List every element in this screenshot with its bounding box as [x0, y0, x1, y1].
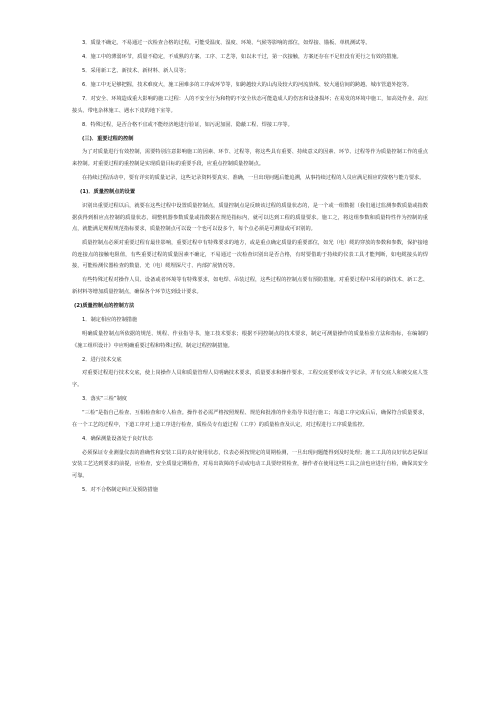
section-heading: (三)．重要过程的控制	[82, 135, 134, 142]
numbered-step: 2．进行技术交底	[82, 356, 122, 363]
paragraph: “三检”是指自己检查、互相检查和专人检查。操作者必需严格按照规程、规范和批准的作业指导书进行施工；每道工序完成后后，确保符合质量要求，在一个工艺的过程中，下道工序对上道工序进行检查，质检员专有道过程（工序）的质量检查及认定，对过程进行工序质量监控。	[72, 410, 428, 428]
paragraph: 对重要过程进行技术交底，使上岗操作人员和质量管理人员明确技术要求，质量要求和操作要求，工程交底要形成文字记录，并有交底人和被交底人签字。	[72, 370, 428, 389]
numbered-step: 3．落实“三检”制度	[82, 396, 127, 403]
paragraph: 7．对安全、环境造成重大影响的施工过程：人的不安全行为和物的不安全状态可能造成人的伤害和设备损坏；在易发的环境中施工，如高处作业、高压接头、带电杂林施工、遇水下皮的地下室等。	[72, 95, 428, 114]
paragraph: 明确质量控制点所依据的规范、规程、作业指导书，施工技术要求；根据不同控制点的技术要求，制定可测量操作的质量检验方法和指标，在编制的《施工组织设计》中应明确重要过程和特殊过程，制定过程控制措施。	[72, 330, 428, 349]
paragraph: 6．施工中无足够把握，技术难度大，施工困难多的工序或环节等，如跨越较大的山沟及较大的河流放线、较大通信间的跨越、城市管道外挖等。	[82, 81, 413, 88]
paragraph: 4．施工中的薄弱环节，质量不稳定，不成熟的方案、工序、工艺等，如以未干过，第一次接触，方案还存在不足但没有更行之有效的措施。	[82, 53, 402, 60]
paragraph: 3．质量不确定。不易通过一次检查合格的过程，可能受温度、湿度、环境、气候等影响的部位，如焊接、锚板、单机测试等。	[82, 40, 371, 46]
paragraph: 5．采用新工艺、新技术、新材料、新人员等；	[82, 67, 190, 74]
subsection-heading: (1)．质量控制点的设置	[80, 189, 136, 196]
numbered-step: 5．对不合格制定纠正及预防措施	[82, 486, 158, 493]
paragraph: 识别出重要过程以后，就要在这些过程中设置质量控制点，质量控制点是反映该过程的质量状态的，是一个或一组数据（我们通过监测参数质量或指数据获得到相应点控制的质量状态，调整机器参数质量或指数据在规范指标内，就可以达到工程的质量要求。施工之，将这组参数和质量特性作为控制的重点，就能满足规程规范指标要求，质量控制点可以设一个也可以设多个，每个点必须是可测量或可识别的。	[72, 203, 428, 233]
subsection-heading: (2)质量控制点的控制方法	[74, 302, 135, 309]
paragraph: 在持续过程活动中，要有详实的质量记录，这些记录资料要真实、准确，一旦出现问题后能追溯，从事持续过程的人员应满足相应的资格与能力要求。	[82, 175, 425, 182]
document-body	[72, 38, 428, 499]
paragraph: 8．特殊过程，是否合格不宜或不能经济地进行验证，如污泥加固、隐蔽工程、焊接工序等。	[82, 121, 293, 128]
numbered-step: 4．确保测量设备处于良好状态	[82, 435, 153, 442]
paragraph: 有些特殊过程对操作人员、设备或者环境等有特殊要求，如电焊、吊装过程，这些过程的控制点要有预防措施。对重要过程中采用的新技术、新工艺、新材料等增加质量控制点，确保各个环节达到设计要求。	[72, 277, 428, 295]
paragraph: 必须保证专业测量仪表的准确性和安装工具的良好使用状态，仪表必须按规定的周期检测，一旦出现问题能得到及时处理；施工工具的良好状态是保证安装工艺达到要求的前提，应检查，安全质量定期检查，对易出故障的手动或电动工具要经常检查，操作者在使用这些工具之前也应进行自检，确保其安全可靠。	[72, 449, 428, 479]
paragraph: 质量控制点必须对重要过程有最佳影响，重要过程中有特殊要求的地方，或是重点确定质量的重要部位，如光（电）缆的穿放的参数和参数，保护接地的连接点的接触电阻值，有些重要过程的质量因素不确定，不易通过一次检查识别出是否合格，有时要借助于持续的仪表工具才能判断，如电缆接头的焊接，可能检测仪器检查的数量、光（电）缆埋深尺寸、内部扩展情况等。	[72, 240, 428, 270]
numbered-step: 1．制定相应的控制措施	[82, 316, 138, 323]
paragraph: 为了对质量进行有效控制，需要特别注意影响施工的因素、环节、过程等，将这些具有重要、持续意义的因素、环节、过程等作为质量控制工作的重点来控制。对重要过程的重控制是实现质量目标的重要手段，应重点控制质量控制点。	[72, 149, 428, 168]
